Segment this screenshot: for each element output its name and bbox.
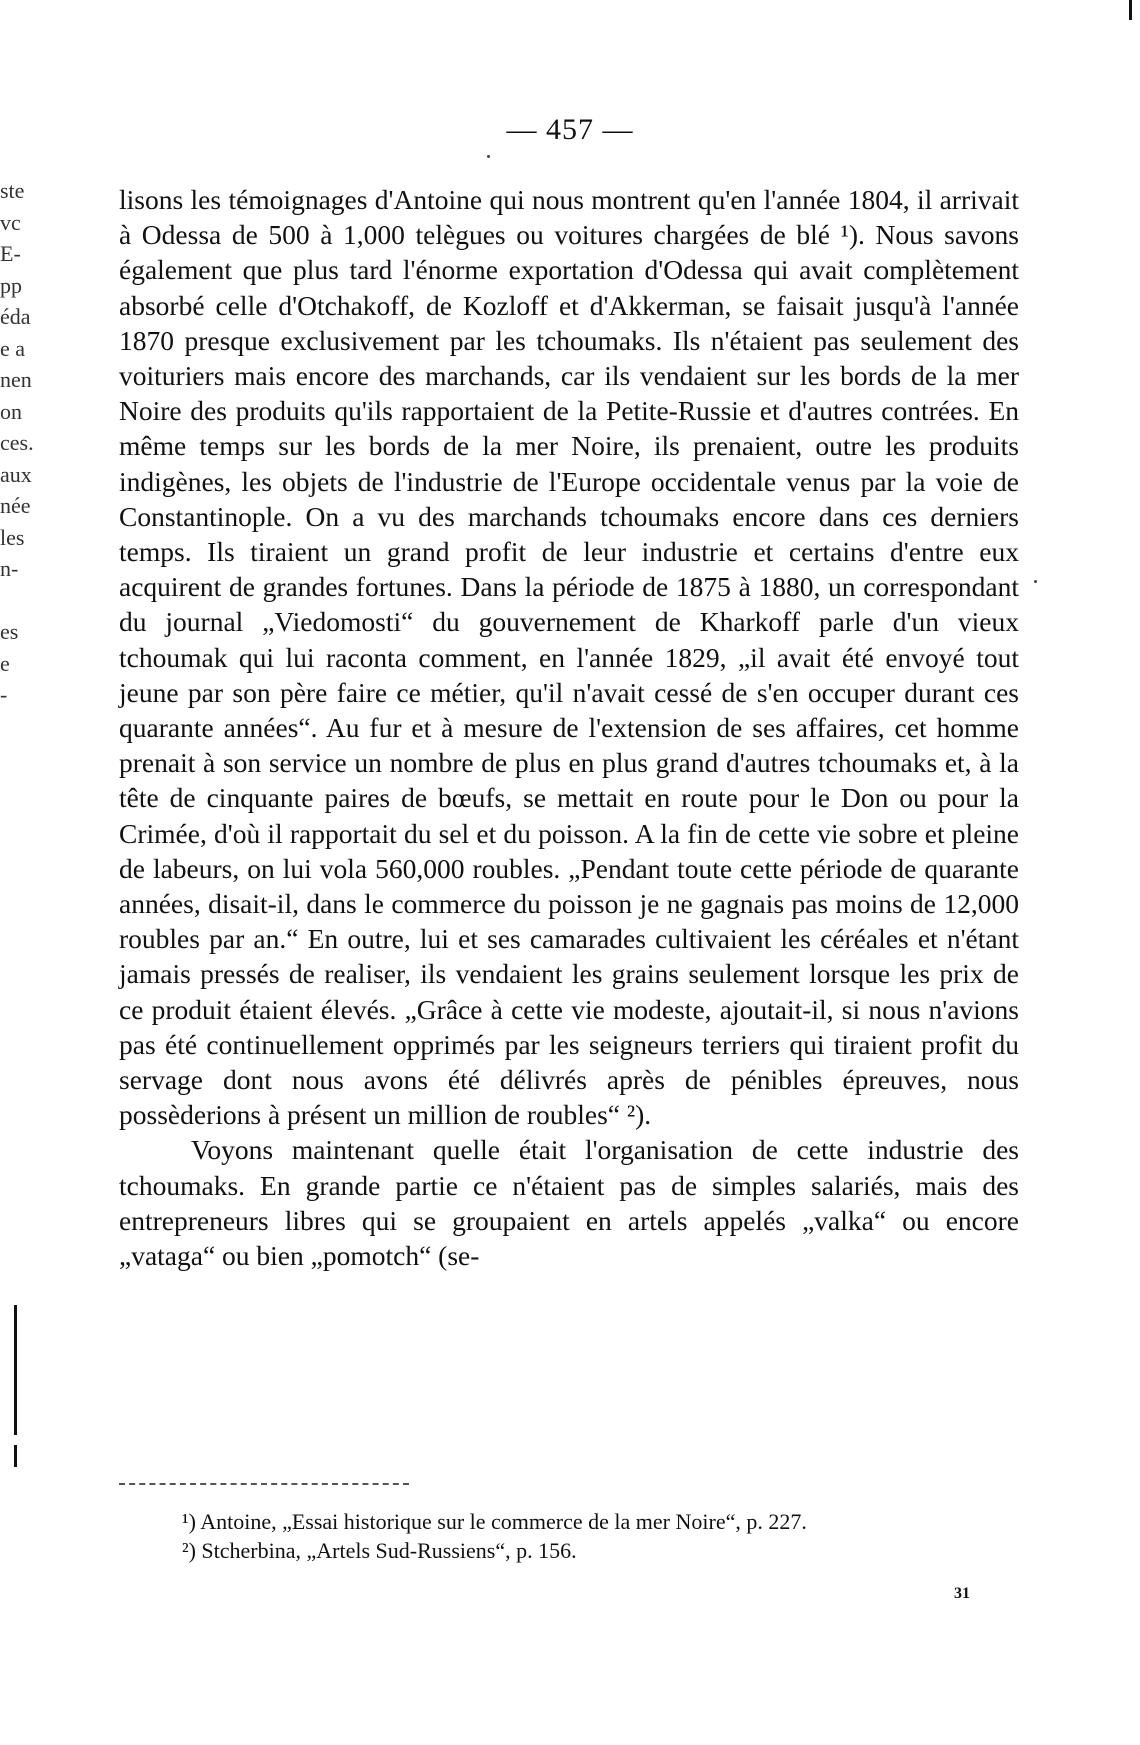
- margin-fragment: ste: [0, 178, 25, 203]
- margin-fragment: -: [0, 682, 8, 707]
- paragraph-1: lisons les témoignages d'Antoine qui nous montrent qu'en l'année 1804, il arrivait à Odessa de 500 à 1,000 telègues ou voitures chargées de blé ¹). Nous savons également que plus tard l'énorme exportation d'Odessa qui avait complètement absorbé celle d'Otchakoff, de Kozloff et d'Akkerman, se faisait jusqu'à l'année 1870 presque exclusivement par les tchoumaks. Ils n'étaient pas seulement des voituriers mais encore des marchands, car ils vendaient sur les bords de la mer Noire des produits qu'ils rapportaient de la Petite-Russie et d'autres contrées. En même temps sur les bords de la mer Noire, ils prenaient, outre les produits indigènes, les objets de l'industrie de l'Europe occidentale venus par la voie de Constantinople. On a vu des marchands tchoumaks encore dans ces derniers temps. Ils tiraient un grand profit de leur industrie et certains d'entre eux acquirent de grandes fortunes. Dans la période de 1875 à 1880, un correspondant du journal „Viedomosti“ du gouvernement de Kharkoff parle d'un vieux tchoumak qui lui raconta comment, en l'année 1829, „il avait été envoyé tout jeune par son père faire ce métier, qu'il n'avait cessé de s'en occuper durant ces quarante années“. Au fur et à mesure de l'extension de ses affaires, cet homme prenait à son service un nombre de plus en plus grand d'autres tchoumaks et, à la tête de cinquante paires de bœufs, se mettait en route pour le Don ou pour la Crimée, d'où il rapportait du sel et du poisson. A la fin de cette vie sobre et pleine de labeurs, on lui vola 560,000 roubles. „Pendant toute cette période de quarante années, disait-il, dans le commerce du poisson je ne gagnais pas moins de 12,000 roubles par an.“ En outre, lui et ses camarades cultivaient les céréales et n'étant jamais pressés de realiser, ils vendaient les grains seulement lorsque les prix de ce produit étaient élevés. „Grâce à cette vie modeste, ajoutait-il, si nous n'avions pas été continuellement opprimés par les seigneurs terriers qui tiraient profit du servage dont nous avons été délivrés après de pénibles épreuves, nous possèderions à présent un million de roubles“ ²).: [119, 184, 1019, 1131]
- binding-shadow: [14, 1445, 17, 1467]
- margin-fragment: les: [0, 524, 25, 550]
- margin-fragment: aux: [0, 461, 32, 487]
- margin-fragment: [0, 711, 60, 743]
- margin-fragment: pp: [0, 272, 22, 298]
- margin-fragment: e a: [0, 335, 26, 361]
- footnote-separator: [119, 1483, 409, 1485]
- margin-fragment: née: [0, 493, 31, 518]
- margin-fragment: n-: [0, 556, 19, 581]
- margin-fragment: E-: [0, 241, 21, 266]
- facing-page-margin: [0, 175, 60, 742]
- body-text: [119, 182, 1019, 1273]
- signature-mark: 31: [954, 1585, 970, 1602]
- margin-fragment: on: [0, 398, 22, 424]
- margin-fragment: éda: [0, 304, 31, 329]
- margin-fragment: vc: [0, 209, 21, 235]
- footnote-2: ²) Stcherbina, „Artels Sud-Russiens“, p. 156.: [182, 1538, 577, 1563]
- margin-fragment: es: [0, 619, 19, 644]
- margin-fragment: [0, 585, 60, 617]
- page-number: — 457 —: [506, 113, 634, 146]
- binding-shadow: [14, 1305, 17, 1435]
- footnote-1: ¹) Antoine, „Essai historique sur le commerce de la mer Noire“, p. 227.: [182, 1509, 807, 1534]
- paragraph-2: Voyons maintenant quelle était l'organisation de cette industrie des tchoumaks. En grande partie ce n'étaient pas de simples salariés, mais des entrepreneurs libres qui se groupaient en artels appelés „valka“ ou encore „vataga“ ou bien „pomotch“ (se-: [119, 1134, 1019, 1272]
- scan-speck: [1034, 580, 1037, 583]
- footnotes: [182, 1507, 1022, 1565]
- margin-fragment: ces.: [0, 430, 34, 455]
- margin-fragment: e: [0, 650, 10, 676]
- edge-mark: [1129, 0, 1132, 20]
- scan-speck: [487, 155, 490, 158]
- margin-fragment: nen: [0, 367, 32, 392]
